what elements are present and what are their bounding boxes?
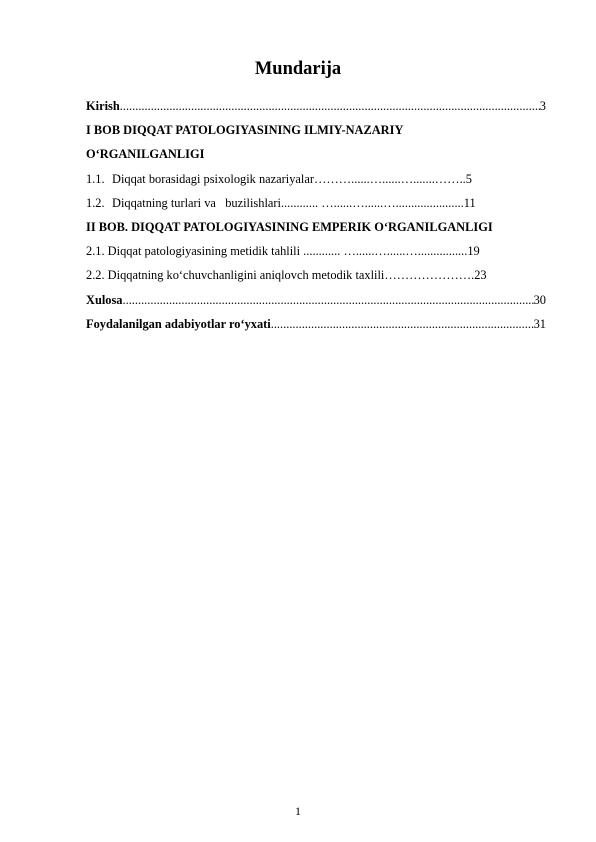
toc-entry-label: O‘RGANILGANLIGI	[86, 147, 205, 162]
toc-entry-page: 5	[465, 171, 472, 186]
toc-entry-page: 19	[467, 244, 480, 259]
table-of-contents	[86, 94, 546, 336]
toc-entry-chapter-1	[86, 118, 546, 142]
toc-entry-label: Kirish	[86, 99, 120, 113]
toc-entry-label: Xulosa	[86, 292, 123, 307]
toc-entry-label: Diqqatning turlari va buzilishlari	[112, 195, 281, 210]
toc-entry-label: 2.2. Diqqatning ko‘chuvchanligini aniqlovch metodik taxlili	[86, 268, 385, 283]
toc-entry-label: 2.1. Diqqat patologiyasining metidik tahlili	[86, 244, 304, 259]
toc-entry-page: 31	[533, 316, 546, 331]
toc-entry-1-2	[86, 191, 546, 215]
toc-entry-number: 1.2.	[86, 195, 105, 210]
page-title: Mundarija	[254, 59, 342, 79]
toc-entry-leader: ............ …......…......…................	[303, 244, 468, 259]
toc-entry-leader	[123, 288, 534, 312]
toc-entry-page: 3	[539, 99, 546, 113]
toc-entry-leader	[271, 312, 534, 336]
toc-entry-chapter-2	[86, 215, 546, 239]
toc-entry-chapter-1-cont	[86, 142, 546, 166]
toc-entry-page: 11	[463, 195, 476, 210]
toc-entry-number: 1.1.	[86, 171, 105, 186]
toc-entry-leader: ………......…......….......……..	[313, 171, 466, 186]
toc-entry-page: 30	[533, 292, 546, 307]
toc-entry-page: 23	[474, 268, 487, 283]
toc-entry-leader: ............ …......…......…......................	[280, 195, 464, 210]
toc-entry-label: I BOB DIQQAT PATOLOGIYASINING ILMIY-NAZARIY	[86, 123, 404, 138]
toc-entry-kirish	[86, 94, 546, 118]
toc-entry-2-1	[86, 239, 546, 263]
toc-entry-2-2	[86, 263, 546, 287]
toc-entry-leader	[120, 94, 540, 118]
toc-entry-label: Foydalanilgan adabiyotlar ro‘yxati	[86, 316, 271, 331]
toc-entry-label: II BOB. DIQQAT PATOLOGIYASINING EMPERIK O‘RGANILGANLIGI	[86, 219, 493, 234]
toc-entry-label: Diqqat borasidagi psixologik nazariyalar	[112, 171, 314, 186]
toc-entry-leader: ………………….	[384, 268, 475, 283]
toc-entry-1-1	[86, 167, 546, 191]
toc-entry-references	[86, 312, 546, 336]
toc-entry-xulosa	[86, 288, 546, 312]
page-number: 1	[295, 804, 301, 818]
